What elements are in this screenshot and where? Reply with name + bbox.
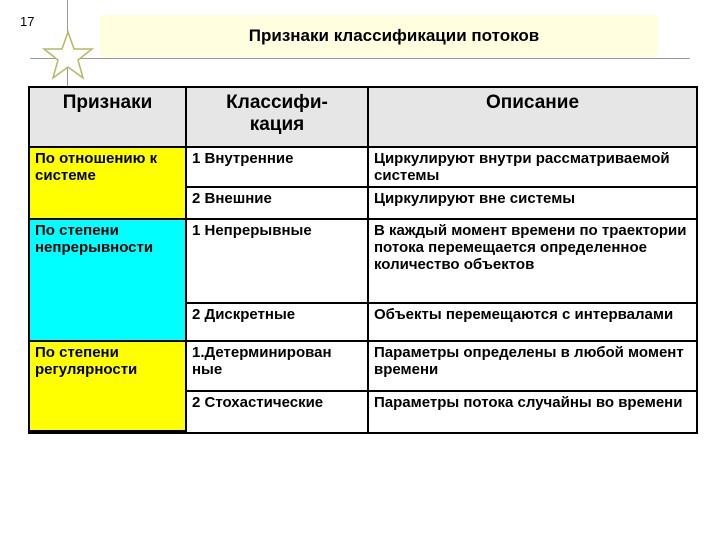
table-header-row — [30, 88, 696, 148]
classification-cell: 1 Непрерывные — [187, 220, 369, 304]
sign-cell: По отношению к системе — [30, 148, 187, 220]
description-cell: Параметры определены в любой момент времени — [369, 342, 696, 392]
description-cell: Циркулируют вне системы — [369, 188, 696, 220]
classification-cell: 2 Стохастические — [187, 392, 369, 432]
star-icon — [42, 30, 94, 82]
header-description: Описание — [369, 88, 696, 148]
sign-cell: По степени регулярности — [30, 342, 187, 432]
header-classification: Классифи- кация — [187, 88, 369, 148]
page-title: Признаки классификации потоков — [248, 26, 540, 45]
description-cell: Параметры потока случайны во времени — [374, 394, 683, 411]
sign-cell: По степени непрерывности — [30, 220, 187, 342]
classification-cell: 2 Дискретные — [187, 304, 369, 342]
classification-cell: 1.Детерминирован ные — [187, 342, 369, 392]
table-row — [30, 148, 696, 188]
header-signs: Признаки — [30, 88, 187, 148]
classification-table — [28, 86, 698, 434]
table-row — [30, 342, 696, 392]
decor-horizontal-line — [30, 58, 690, 59]
description-cell: Объекты перемещаются с интервалами — [369, 304, 696, 342]
description-cell: Циркулируют внутри рассматриваемой системы — [369, 148, 696, 188]
classification-cell: 1 Внутренние — [187, 148, 369, 188]
title-banner — [100, 15, 658, 57]
classification-cell: 2 Внешние — [187, 188, 369, 220]
slide-number: 17 — [20, 14, 35, 29]
table-row — [30, 220, 696, 304]
description-cell: В каждый момент времени по траектории потока перемещается определенное количество объектов — [369, 220, 696, 304]
